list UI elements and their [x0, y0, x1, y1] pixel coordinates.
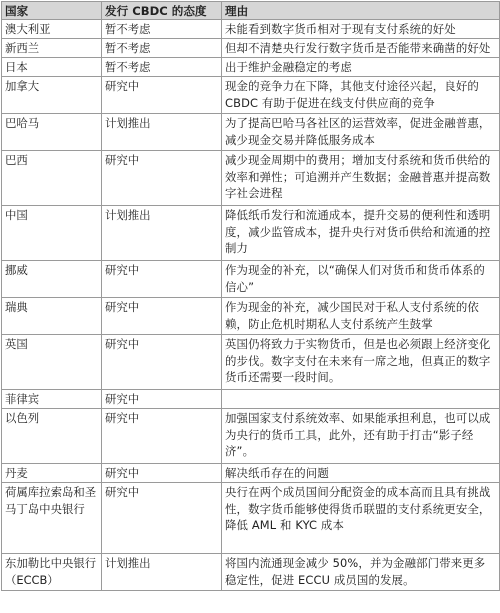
- reason-cell: 未能看到数字货币相对于现有支付系统的好处: [222, 20, 500, 39]
- country-cell: 丹麦: [2, 464, 102, 483]
- reason-cell: 加强国家支付系统效率、如果能承担利息，也可以成为央行的货币工具，此外，还有助于打击“影子经济”。: [222, 409, 500, 464]
- table-header-row: [2, 2, 500, 20]
- table-row: [2, 58, 500, 77]
- country-cell: 英国: [2, 335, 102, 390]
- reason-cell: 减少现金周期中的费用；增加支付系统和货币供给的效率和弹性；可追溯并产生数据；金融普惠并提高数字社会进程: [222, 151, 500, 206]
- table-row: [2, 39, 500, 58]
- attitude-cell: 暂不考虑: [102, 39, 222, 58]
- country-cell: 中国: [2, 206, 102, 261]
- attitude-cell: 研究中: [102, 151, 222, 206]
- header-attitude: 发行 CBDC 的态度: [102, 2, 222, 20]
- cbdc-attitude-table: [1, 1, 500, 591]
- table-row: [2, 298, 500, 335]
- table-row: [2, 483, 500, 554]
- country-cell: 新西兰: [2, 39, 102, 58]
- table-row: [2, 390, 500, 409]
- country-cell: 荷属库拉索岛和圣马丁岛中央银行: [2, 483, 102, 554]
- country-cell: 巴哈马: [2, 114, 102, 151]
- table-row: [2, 554, 500, 591]
- country-cell: 东加勒比中央银行（ECCB）: [2, 554, 102, 591]
- reason-cell: 央行在两个成员国间分配资金的成本高而且具有挑战性，数字货币能够使得货币联盟的支付系统更安全，降低 AML 和 KYC 成本: [222, 483, 500, 554]
- table-row: [2, 20, 500, 39]
- attitude-cell: 计划推出: [102, 206, 222, 261]
- table-row: [2, 409, 500, 464]
- reason-cell: 现金的竞争力在下降，其他支付途径兴起，良好的 CBDC 有助于促进在线支付供应商的竞争: [222, 77, 500, 114]
- attitude-cell: 暂不考虑: [102, 58, 222, 77]
- table-row: [2, 335, 500, 390]
- attitude-cell: 研究中: [102, 298, 222, 335]
- reason-cell: 作为现金的补充，减少国民对于私人支付系统的依赖，防止危机时期私人支付系统产生鼓掌: [222, 298, 500, 335]
- table-row: [2, 151, 500, 206]
- table-row: [2, 114, 500, 151]
- reason-cell: [222, 390, 500, 409]
- attitude-cell: 研究中: [102, 335, 222, 390]
- header-reason: 理由: [222, 2, 500, 20]
- attitude-cell: 计划推出: [102, 554, 222, 591]
- reason-cell: 将国内流通现金减少 50%，并为金融部门带来更多稳定性，促进 ECCU 成员国的发展。: [222, 554, 500, 591]
- reason-cell: 英国仍将致力于实物货币，但是也必须跟上经济变化的步伐。数字支付在未来有一席之地，但真正的数字货币还需要一段时间。: [222, 335, 500, 390]
- attitude-cell: 研究中: [102, 77, 222, 114]
- reason-cell: 降低纸币发行和流通成本，提升交易的便利性和透明度，减少监管成本，提升央行对货币供给和流通的控制力: [222, 206, 500, 261]
- reason-cell: 作为现金的补充，以“确保人们对货币和货币体系的信心”: [222, 261, 500, 298]
- country-cell: 挪威: [2, 261, 102, 298]
- country-cell: 瑞典: [2, 298, 102, 335]
- header-country: 国家: [2, 2, 102, 20]
- table-row: [2, 464, 500, 483]
- attitude-cell: 研究中: [102, 409, 222, 464]
- attitude-cell: 研究中: [102, 464, 222, 483]
- table-row: [2, 261, 500, 298]
- table-row: [2, 77, 500, 114]
- country-cell: 日本: [2, 58, 102, 77]
- country-cell: 以色列: [2, 409, 102, 464]
- attitude-cell: 研究中: [102, 390, 222, 409]
- table-row: [2, 206, 500, 261]
- attitude-cell: 计划推出: [102, 114, 222, 151]
- attitude-cell: 暂不考虑: [102, 20, 222, 39]
- reason-cell: 为了提高巴哈马各社区的运营效率，促进金融普惠，减少现金交易并降低服务成本: [222, 114, 500, 151]
- reason-cell: 解决纸币存在的问题: [222, 464, 500, 483]
- country-cell: 澳大利亚: [2, 20, 102, 39]
- attitude-cell: 研究中: [102, 483, 222, 554]
- country-cell: 菲律宾: [2, 390, 102, 409]
- country-cell: 巴西: [2, 151, 102, 206]
- reason-cell: 但却不清楚央行发行数字货币是否能带来确凿的好处: [222, 39, 500, 58]
- country-cell: 加拿大: [2, 77, 102, 114]
- reason-cell: 出于维护金融稳定的考虑: [222, 58, 500, 77]
- attitude-cell: 研究中: [102, 261, 222, 298]
